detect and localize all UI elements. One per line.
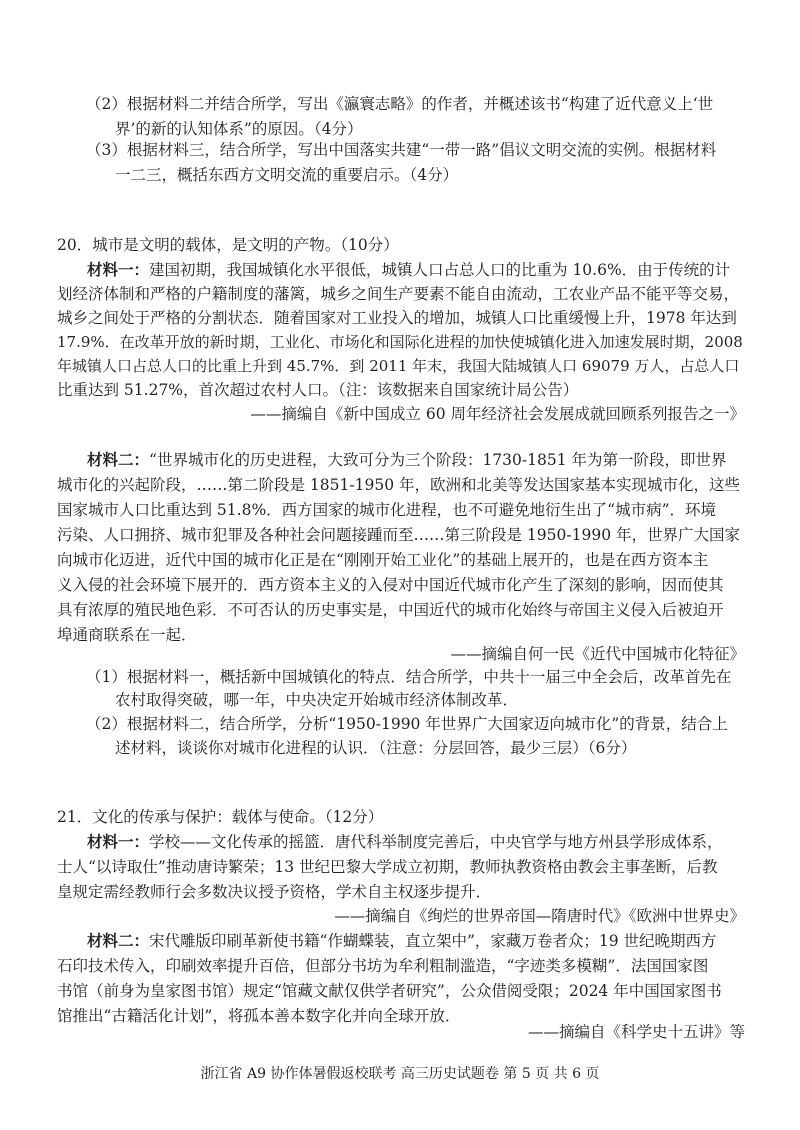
q20-material2-first-line	[87, 450, 727, 470]
q21-material2-first-line	[87, 931, 717, 951]
q20-material1-source: ——摘编自《新中国成立 60 周年经济社会发展成就回顾系列报告之一》	[250, 405, 745, 423]
q20-sub2-line2: 述材料，谈谈你对城市化进程的认识．（注意：分层回答，最少三层）（6分）	[115, 739, 637, 757]
q20-sub1-line1: （1）根据材料一，概括新中国城镇化的特点．结合所学，中共十一届三中全会后，改革首先在	[86, 668, 732, 686]
page-footer: 浙江省 A9 协作体暑假返校联考 高三历史试题卷 第 5 页 共 6 页	[200, 1066, 600, 1082]
q21-material2-line: 书馆（前身为皇家图书馆）规定“馆藏文献仅供学者研究”，公众借阅受限；2024 年中国国家图书	[57, 982, 722, 1000]
q21-material1-first-line	[87, 832, 723, 852]
q20-material1-line: 17.9%．在改革开放的新时期，工业化、市场化和国际化进程的加快使城镇化进入加速发展时期，2008	[57, 333, 743, 351]
q20-material1-line: 划经济体制和严格的户籍制度的藩篱，城乡之间生产要素不能自由流动，工农业产品不能平等交易，	[57, 285, 740, 303]
q19-sub2-line2: 界’的新的认知体系”的原因。（4分）	[115, 120, 363, 138]
q21-material1-line: 士人“以诗取仕”推动唐诗繁荣；13 世纪巴黎大学成立初期，教师执教资格由教会主事垄断，后教	[57, 858, 718, 876]
q21-material2-line: 石印技术传入，印刷效率提升百倍，但部分书坊为牟利粗制滥造，“字迹类多模糊”．法国国家图	[57, 957, 709, 975]
q21-material2-source: ——摘编自《科学史十五讲》等	[527, 1023, 745, 1041]
q20-material2-line: 污染、人口拥挤、城市犯罪及各种社会问题接踵而至……第三阶段是 1950-1990 年，世界广大国家	[57, 526, 740, 544]
q19-sub3-line2: 一二三，概括东西方文明交流的重要启示。（4分）	[115, 166, 459, 184]
q21-material1-label: 材料一：	[87, 832, 150, 851]
q20-material2-line: 向城市化迈进，近代中国的城市化正是在“刚刚开始工业化”的基础上展开的，也是在西方资本主	[57, 551, 709, 569]
q20-material1-line: 年城镇人口占总人口的比重上升到 45.7%．到 2011 年末，我国大陆城镇人口 69079 万人，占总人口	[57, 357, 740, 375]
q21-material2-line: 馆推出“古籍活化计划”，将孤本善本数字化并向全球开放．	[57, 1007, 461, 1025]
q20-material2-source: ——摘编自何一民《近代中国城市化特征》	[450, 645, 745, 663]
q21-material2-label: 材料二：	[87, 931, 150, 950]
q20-material2-label: 材料二：	[87, 450, 150, 469]
q20-sub1-line2: 农村取得突破，哪一年，中央决定开始城市经济体制改革．	[115, 691, 519, 709]
q20-material2-line: 具有浓厚的殖民地色彩．不可否认的历史事实是，中国近代的城市化始终与帝国主义侵入后被迫开	[57, 601, 724, 619]
q21-material1-line: 学校——文化传承的摇篮．唐代科举制度完善后，中央官学与地方州县学形成体系，	[149, 833, 723, 851]
q21-material1-source: ——摘编自《绚烂的世界帝国—隋唐时代》《欧洲中世界史》	[334, 907, 745, 925]
q21-material2-line: 宋代雕版印刷革新使书籍“作蝴蝶装，直立架中”，家藏万卷者众；19 世纪晚期西方	[149, 932, 717, 950]
q20-title: 20．城市是文明的载体，是文明的产物。（10分）	[57, 236, 399, 254]
q20-material1-label: 材料一：	[87, 260, 150, 279]
q21-material1-line: 皇规定需经教师行会多数决议授予资格，学术自主权逐步提升．	[57, 883, 492, 901]
q20-sub2-line1: （2）根据材料二，结合所学，分析“1950-1990 年世界广大国家迈向城市化”的背景，结合上	[86, 715, 728, 733]
q21-title: 21．文化的传承与保护：载体与使命。（12分）	[57, 808, 384, 826]
q20-material2-line: 埠通商联系在一起．	[57, 626, 197, 644]
q20-material1-line: 建国初期，我国城镇化水平很低，城镇人口占总人口的比重为 10.6%．由于传统的计	[149, 261, 731, 279]
q20-material1-line: 城乡之间处于严格的分割状态．随着国家对工业投入的增加，城镇人口比重缓慢上升，1978 年达到	[57, 309, 737, 327]
q20-material2-line: 义入侵的社会环境下展开的．西方资本主义的入侵对中国近代城市化产生了深刻的影响，因而使其	[57, 576, 724, 594]
q20-material2-line: 城市化的兴起阶段，……第二阶段是 1851-1950 年，欧洲和北美等发达国家基本实现城市化，这些	[57, 476, 740, 494]
q19-sub3-line1: （3）根据材料三，结合所学，写出中国落实共建“一带一路”倡议文明交流的实例。根据材料	[86, 141, 717, 159]
q20-material1-line: 比重达到 51.27%，首次超过农村人口。（注：该数据来自国家统计局公告）	[57, 381, 579, 399]
q20-material2-line: “世界城市化的历史进程，大致可分为三个阶段：1730-1851 年为第一阶段，即世界	[149, 451, 727, 469]
q20-material1-first-line	[87, 260, 730, 280]
q20-material2-line: 国家城市人口比重达到 51.8%．西方国家的城市化进程，也不可避免地衍生出了“城市病”．环境	[57, 501, 717, 519]
q19-sub2-line1: （2）根据材料二并结合所学，写出《瀛寰志略》的作者，并概述该书“构建了近代意义上‘世	[86, 95, 714, 113]
